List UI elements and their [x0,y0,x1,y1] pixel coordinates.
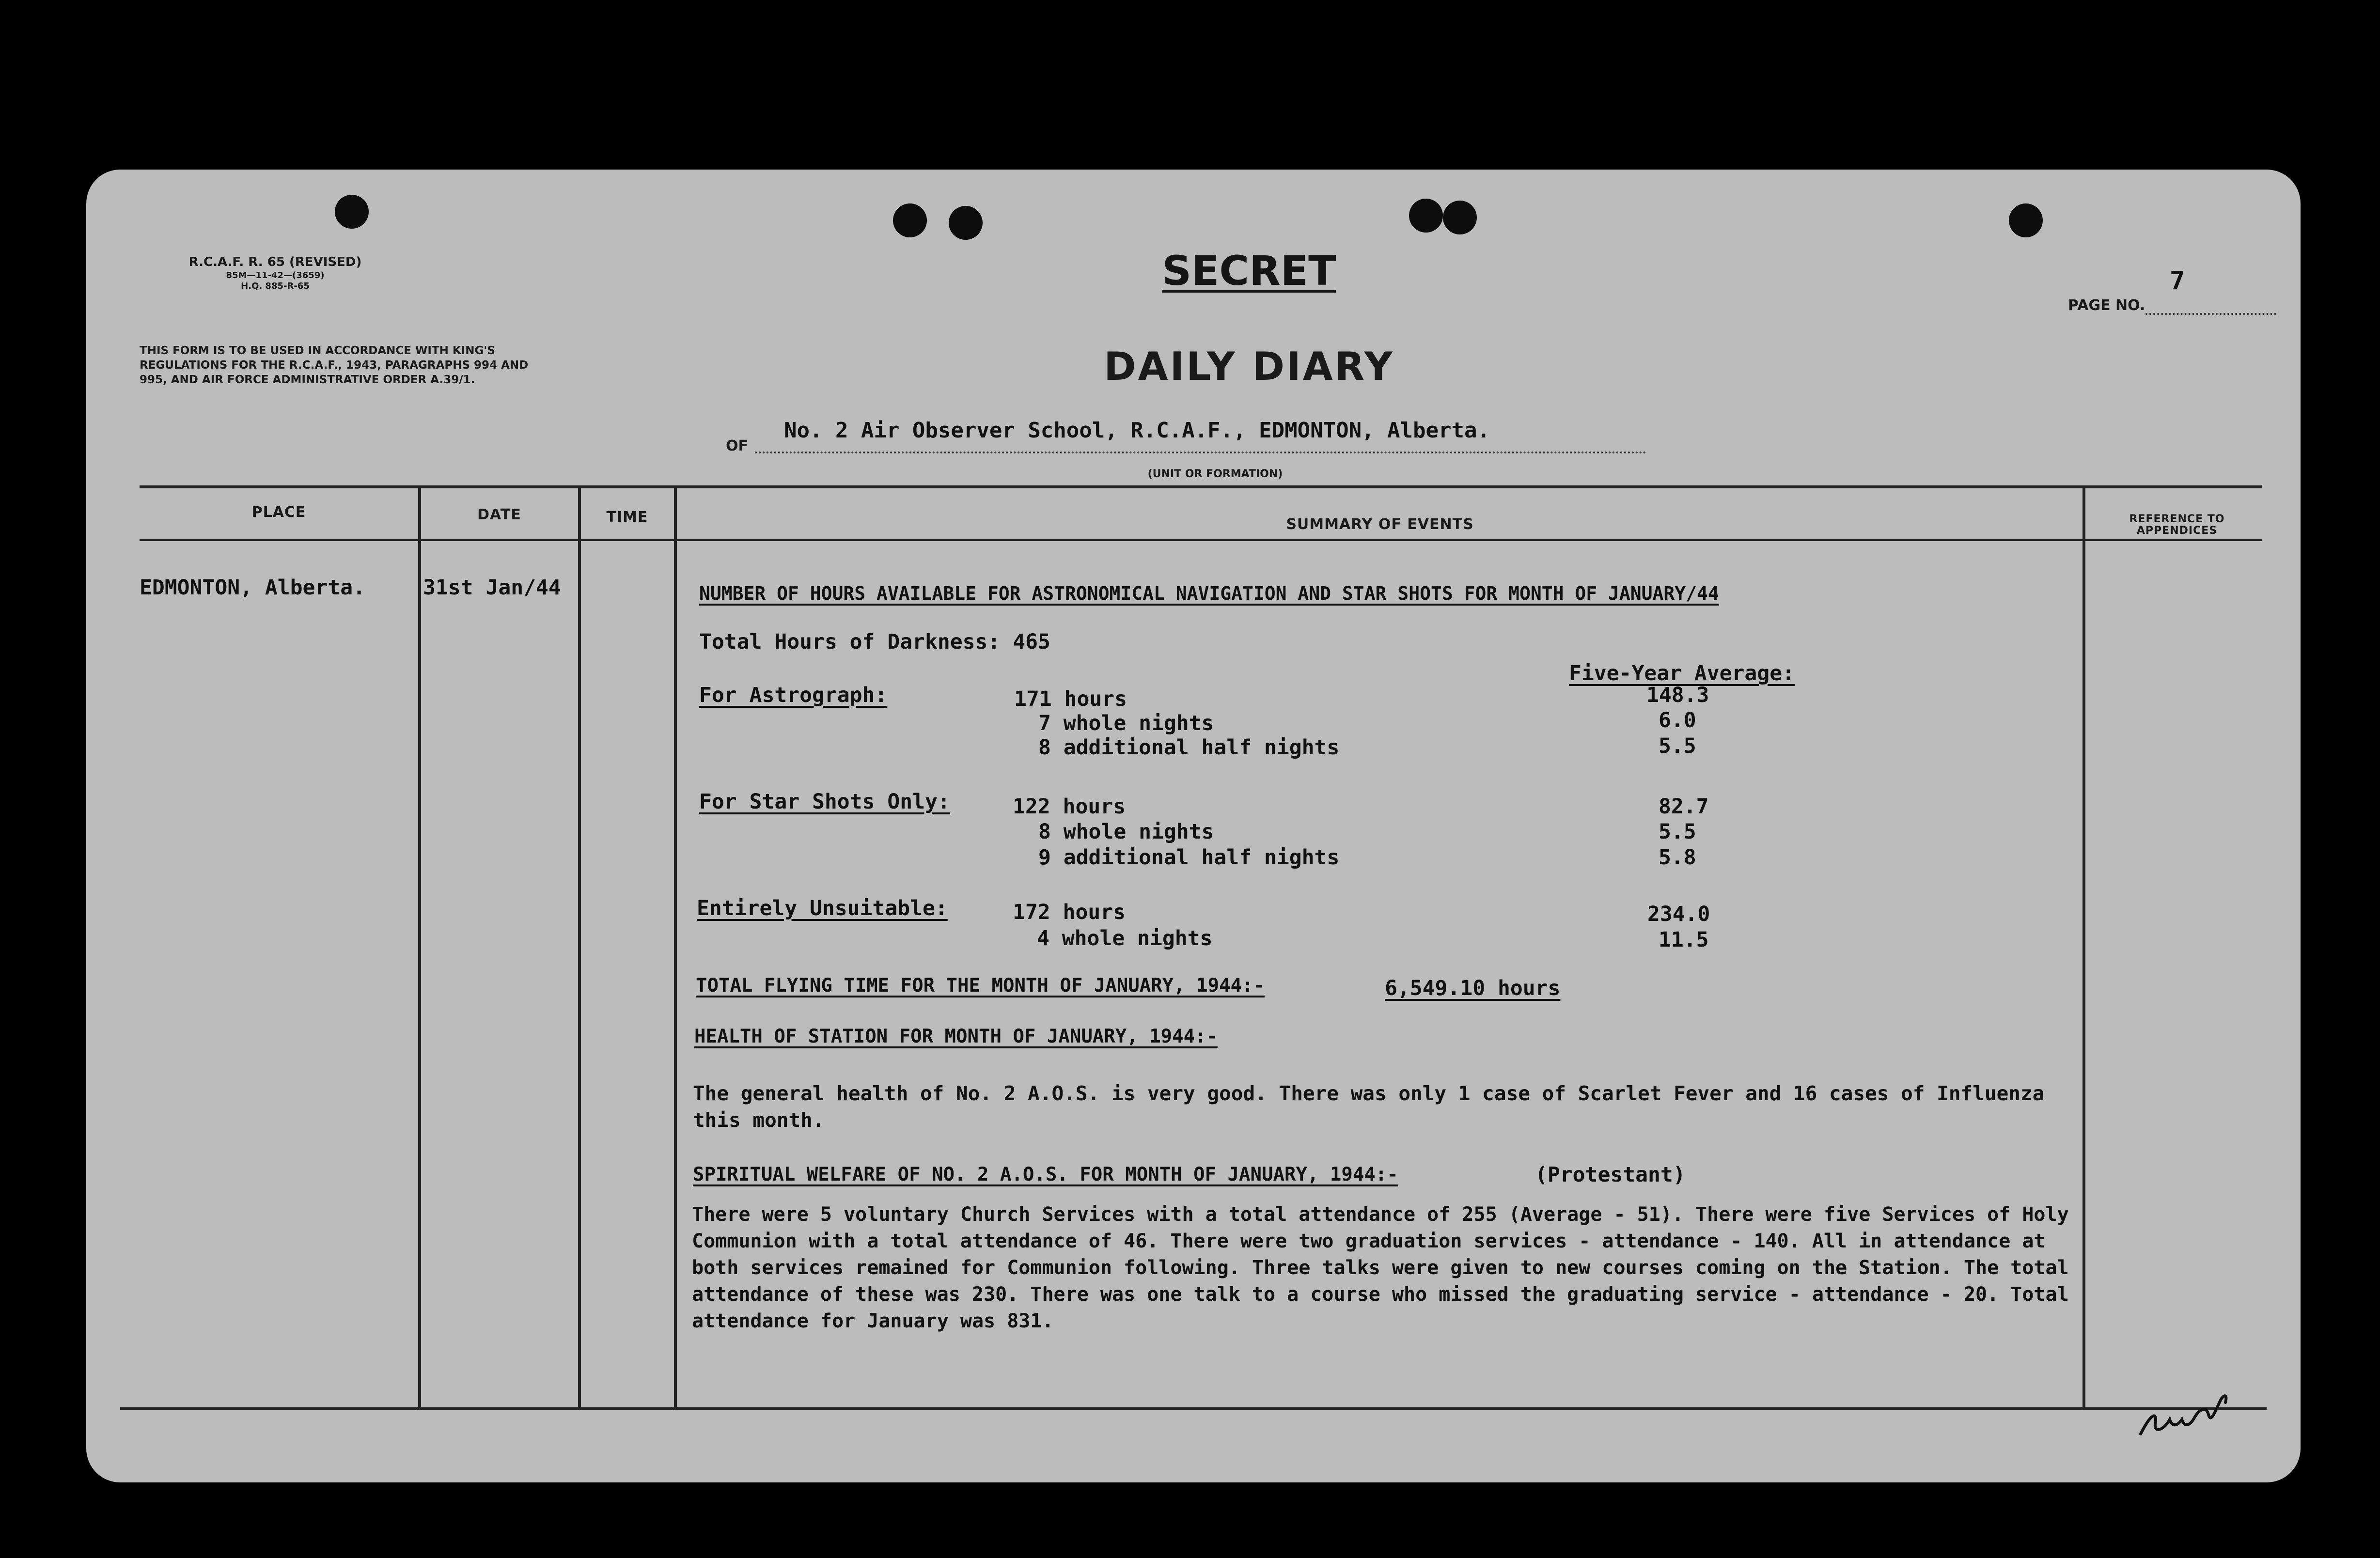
of-label: OF [726,437,748,454]
astrograph-average: 5.5 [1659,734,1696,758]
page-number-line [2145,313,2276,315]
entry-place: EDMONTON, Alberta. [140,576,365,600]
binder-hole [893,203,927,237]
table-bottom-rule [120,1407,2267,1410]
classification-stamp: SECRET [1162,247,1336,295]
unsuitable-average: 11.5 [1659,928,1709,952]
column-header-place: PLACE [251,504,306,521]
astrograph-average: 6.0 [1659,708,1696,732]
column-divider [674,487,677,1407]
flying-time-label: TOTAL FLYING TIME FOR THE MONTH OF JANUARY, 1944:- [696,975,1265,997]
total-darkness: Total Hours of Darkness: 465 [699,630,1050,654]
unsuitable-value: 172 hours [1013,900,1126,924]
column-header-date: DATE [477,506,521,523]
unit-line [755,452,1646,453]
form-instructions: THIS FORM IS TO BE USED IN ACCORDANCE WITH KING'S REGULATIONS FOR THE R.C.A.F., 1943, PARAGRAPHS 994 AND 995, AND AIR FORCE ADMINISTRATIVE ORDER A.39/1. [140,344,529,386]
column-divider [578,487,581,1407]
binder-hole [335,195,369,229]
health-heading: HEALTH OF STATION FOR MONTH OF JANUARY, 1944:- [694,1026,1218,1047]
astrograph-value: 8 additional half nights [1038,735,1340,760]
column-header-summary: SUMMARY OF EVENTS [1286,516,1474,533]
five-year-average-header: Five-Year Average: [1569,661,1795,686]
spiritual-note: (Protestant) [1535,1163,1686,1187]
spiritual-text: There were 5 voluntary Church Services with a total attendance of 255 (Average - 51). There were five Services of Holy Communion with a total attendance of 46. There were two graduation services - attendance - 140. All in attendance at both services remained for Communion following. Three talks were given to new courses coming on the Station. The total attendance of these was 230. There was one talk to a course who missed the graduating service - attendance - 20. Total attendance for January was 831. [692,1203,2069,1332]
star-shots-value: 122 hours [1013,795,1126,819]
astronav-heading: NUMBER OF HOURS AVAILABLE FOR ASTRONOMICAL NAVIGATION AND STAR SHOTS FOR MONTH OF JANUARY/44 [699,583,1719,604]
column-divider [2082,487,2085,1407]
health-text: The general health of No. 2 A.O.S. is very good. There was only 1 case of Scarlet Fever and 16 cases of Influenza this month. [693,1082,2045,1132]
binder-hole [1409,199,1443,233]
form-number-block [140,254,411,292]
flying-time-value: 6,549.10 hours [1385,976,1561,1000]
spiritual-heading: SPIRITUAL WELFARE OF NO. 2 A.O.S. FOR MONTH OF JANUARY, 1944:- [693,1164,1398,1185]
binder-hole [1443,201,1477,234]
star-shots-label: For Star Shots Only: [699,790,950,814]
unit-name: No. 2 Air Observer School, R.C.A.F., EDMONTON, Alberta. [784,418,1490,443]
signature-scribble [2136,1381,2233,1444]
star-shots-average: 5.5 [1659,820,1696,844]
entry-date: 31st Jan/44 [423,576,561,600]
star-shots-value: 8 whole nights [1038,820,1214,844]
page-number-label: PAGE NO. [2068,297,2145,314]
astrograph-label: For Astrograph: [699,683,888,707]
table-top-rule [140,485,2262,488]
column-divider [418,487,421,1407]
star-shots-average: 82.7 [1659,795,1709,819]
unsuitable-average: 234.0 [1647,902,1710,926]
astrograph-value: 7 whole nights [1038,711,1214,735]
page-title: DAILY DIARY [1104,344,1394,389]
diary-form-sheet [86,170,2301,1482]
form-number: R.C.A.F. R. 65 (REVISED) [188,255,362,269]
form-code: 85M—11-42—(3659) [226,270,325,280]
unsuitable-value: 4 whole nights [1037,926,1213,950]
star-shots-average: 5.8 [1659,845,1696,870]
page-number: 7 [2170,266,2185,296]
column-header-reference: REFERENCE TO APPENDICES [2129,513,2225,537]
binder-hole [949,206,983,240]
binder-hole [2009,203,2043,237]
table-header-rule [140,539,2262,541]
astrograph-value: 171 hours [1014,687,1127,711]
form-code: H.Q. 885-R-65 [241,281,310,291]
column-header-time: TIME [606,509,648,526]
unit-caption: (UNIT OR FORMATION) [1147,468,1283,480]
astrograph-average: 148.3 [1646,683,1709,707]
unsuitable-label: Entirely Unsuitable: [697,896,948,920]
star-shots-value: 9 additional half nights [1038,845,1340,870]
